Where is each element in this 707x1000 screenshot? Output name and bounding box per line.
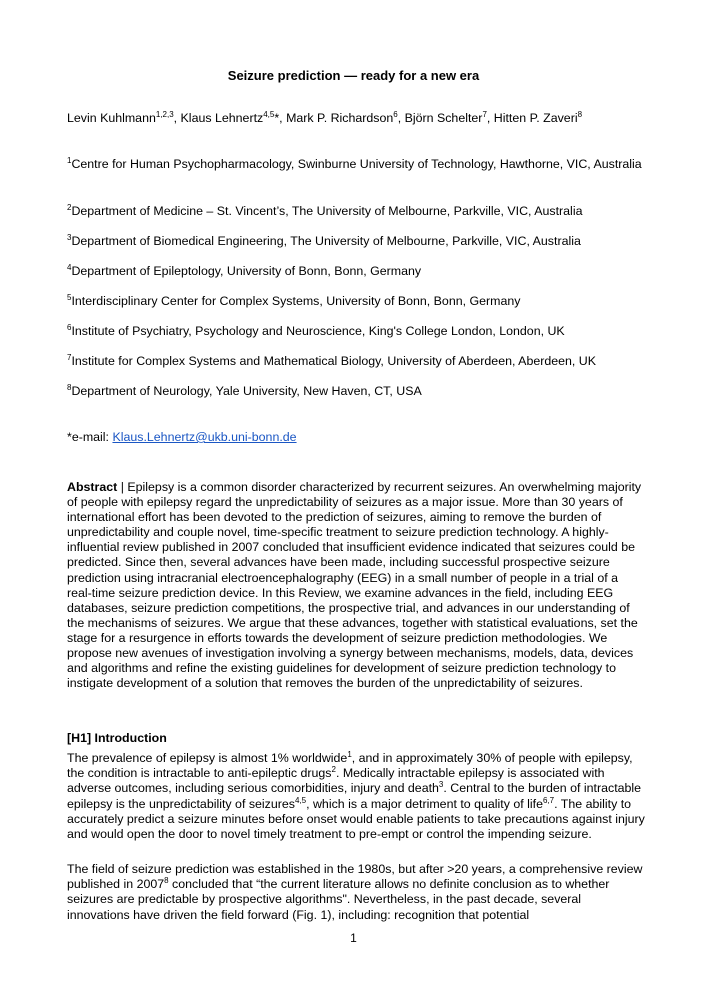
author: Björn Schelter$^7$: [404, 110, 487, 125]
page-number: 1: [350, 931, 357, 945]
contact-email: [67, 430, 297, 444]
author: Hitten P. Zaveri$^8$: [493, 110, 583, 125]
abstract-label: Abstract: [67, 480, 118, 494]
citation-ref: 1: [347, 750, 352, 759]
paragraph-text: The prevalence of epilepsy is almost 1% worldwide: [67, 751, 348, 765]
affiliation: $^4$Department of Epileptology, University of Bonn, Bonn, Germany: [67, 263, 422, 278]
affiliation: $^3$Department of Biomedical Engineering, The University of Melbourne, Parkville, VIC, Australia: [67, 233, 581, 248]
affiliation: $^8$Department of Neurology, Yale University, New Haven, CT, USA: [67, 383, 422, 398]
affiliation: $^1$Centre for Human Psychopharmacology, Swinburne University of Technology, Hawthorne, VIC, Australia: [67, 156, 642, 171]
abstract-text: Epilepsy is a common disorder characterized by recurrent seizures. An overwhelming majority of people with epilepsy regard the unpredictability of seizures as a major issue. More than 30 years of international effort has been devoted to the prediction of seizures, aiming to remove the burden of unpredictability and couple novel, time-specific treatment to seizure prediction technology. A highly-influential review published in 2007 concluded that insufficient evidence indicated that seizures could be predicted. Since then, several advances have been made, including successful prospective seizure prediction using intracranial electroencephalography (EEG) in a small number of people in a trial of a real-time seizure prediction device. In this Review, we examine advances in the field, including EEG databases, seizure prediction competitions, the prospective trial, and advances in our understanding of the mechanisms of seizures. We argue that these advances, together with statistical evaluations, set the stage for a resurgence in efforts towards the development of seizure prediction methodologies. We propose new avenues of investigation involving a synergy between mechanisms, models, data, devices and algorithms and refine the existing guidelines for development of seizure prediction technology to instigate development of a solution that removes the burden of the unpredictability of seizures.: [67, 480, 642, 691]
author: Klaus Lehnertz$^{4,5}$*: [180, 110, 280, 125]
affiliation: $^5$Interdisciplinary Center for Complex Systems, University of Bonn, Bonn, Germany: [67, 293, 521, 308]
author-list: Levin Kuhlmann$^{1,2,3}$, Klaus Lehnertz$^{4,5}$*, Mark P. Richardson$^6$, Björn Schelter$^7$, Hitten P. Zaveri$^8$: [67, 110, 583, 125]
paragraph-text: , and in approximately 30% of people with epilepsy, the condition is intractable to anti-epileptic drugs: [67, 751, 633, 781]
body-paragraph: [67, 862, 645, 923]
author: Mark P. Richardson$^6$: [286, 110, 398, 125]
citation-ref: 8: [164, 876, 169, 886]
paragraph-text: , which is a major detriment to quality of life: [306, 796, 543, 811]
body-paragraph: [67, 751, 645, 842]
section-heading: [H1] Introduction: [67, 731, 167, 745]
citation-ref: 6,7: [543, 795, 555, 805]
paragraph-text: . Central to the burden of intractable epilepsy is the unpredictability of seizures: [67, 781, 642, 811]
paragraph-text: . Medically intractable epilepsy is associated with adverse outcomes, including serious comorbidities, injury and death: [67, 766, 605, 796]
citation-ref: 3: [438, 780, 444, 790]
affiliation: $^6$Institute of Psychiatry, Psychology and Neuroscience, King's College London, London, UK: [67, 323, 565, 338]
email-link[interactable]: Klaus.Lehnertz@ukb.uni-bonn.de: [112, 430, 297, 444]
paragraph-text: . The ability to accurately predict a seizure minutes before onset would enable patients to take precautions against injury and would open the door to novel timely treatment to pre-empt or control the impending seizure.: [67, 796, 645, 842]
affiliation: $^7$Institute for Complex Systems and Mathematical Biology, University of Aberdeen, Aberdeen, UK: [67, 353, 597, 368]
paragraph-text: concluded that “the current literature allows no definite conclusion as to whether seizures are predictable by prospective algorithms". Nevertheless, in the past decade, several innovations have driven the field forward (Fig. 1), including: recognition that potential: [67, 877, 610, 922]
email-label: *e-mail:: [67, 430, 113, 444]
affiliation: $^2$Department of Medicine – St. Vincent’s, The University of Melbourne, Parkville, VIC, Australia: [67, 203, 583, 218]
citation-ref: 2: [331, 765, 336, 775]
abstract: Abstract | Epilepsy is a common disorder characterized by recurrent seizures. An overwhelming majority of people with epilepsy regard the unpredictability of seizures as a major issue. More than 30 years of international effort has been devoted to the prediction of seizures, aiming to remove the burden of unpredictability and couple novel, time-specific treatment to seizure prediction technology. A highly-influential review published in 2007 concluded that insufficient evidence indicated that seizures could be predicted. Since then, several advances have been made, including successful prospective seizure prediction using intracranial electroencephalography (EEG) in a small number of people in a trial of a real-time seizure prediction device. In this Review, we examine advances in the field, including EEG databases, seizure prediction competitions, the prospective trial, and advances in our understanding of the mechanisms of seizures. We argue that these advances, together with statistical evaluations, set the stage for a resurgence in efforts towards the development of seizure prediction methodologies. We propose new avenues of investigation involving a synergy between mechanisms, models, data, devices and algorithms and refine the existing guidelines for development of seizure prediction technology to instigate development of a solution that removes the burden of the unpredictability of seizures.: [67, 480, 642, 691]
citation-ref: 4,5: [294, 795, 307, 805]
paragraph-text: The field of seizure prediction was established in the 1980s, but after >20 years, a comprehensive review published in 2007: [67, 862, 643, 892]
author: Levin Kuhlmann$^{1,2,3}$: [67, 110, 174, 125]
paper-title: Seizure prediction — ready for a new era: [227, 68, 480, 83]
